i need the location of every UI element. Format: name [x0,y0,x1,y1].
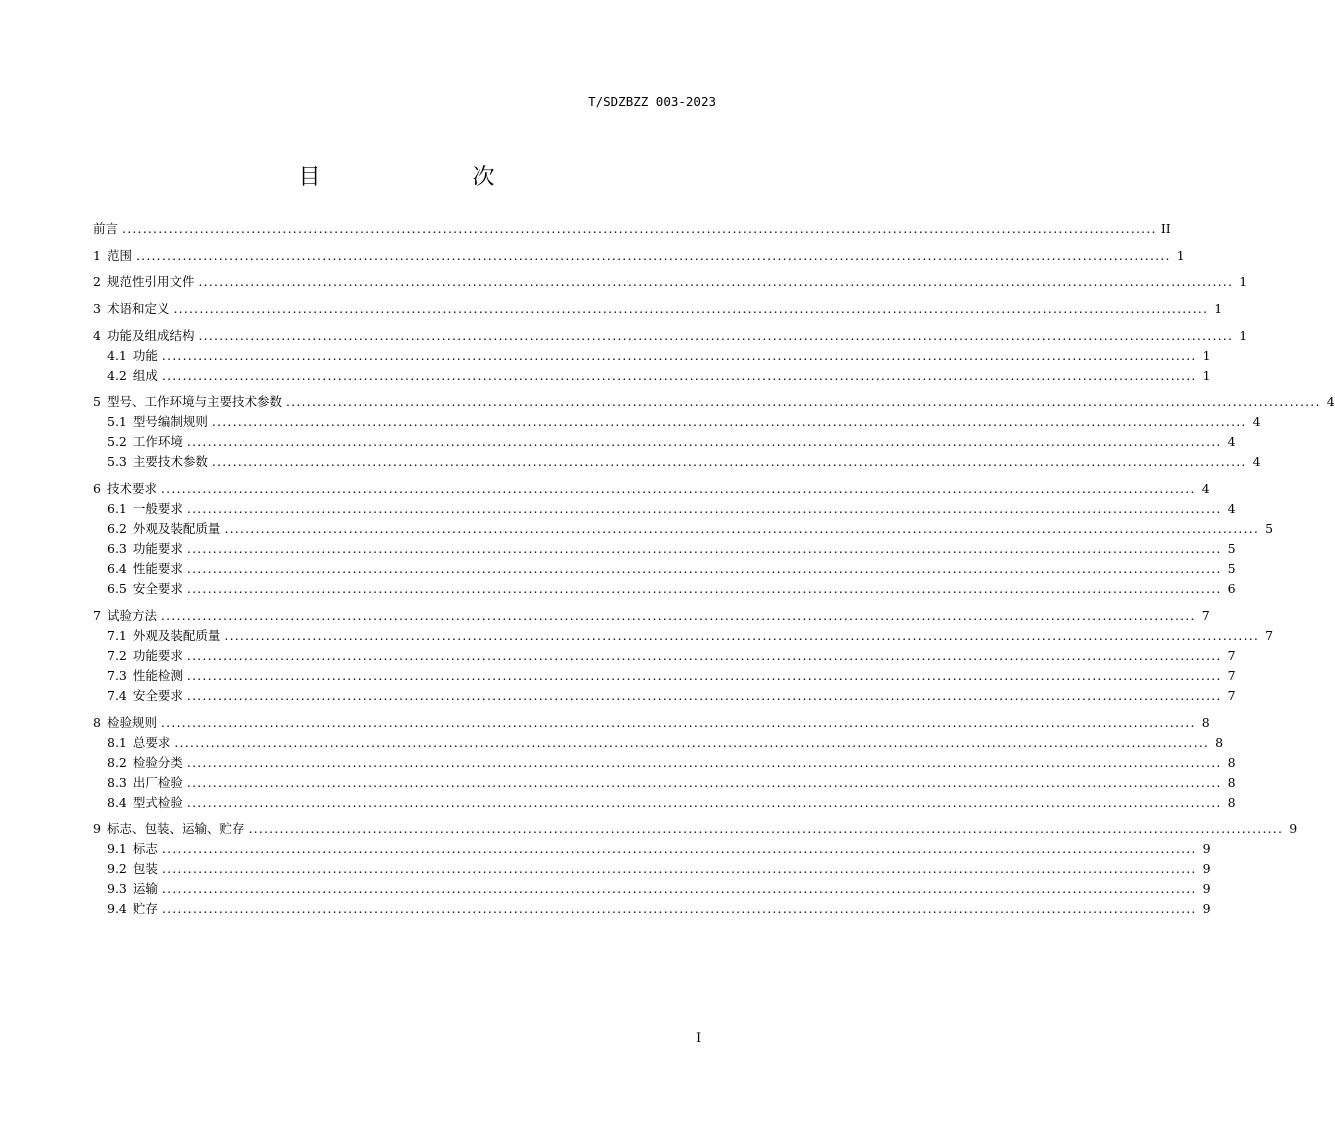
toc-leader-dots: ........................................................................................................................................................................................................ [186,774,1222,790]
toc-entry-number: 7.1 [107,627,127,643]
toc-entry-label [107,539,183,557]
toc-entry-label [107,753,183,771]
toc-entry-text: 标志 [132,841,158,857]
toc-entry-text: 运输 [132,881,158,897]
toc-entry-number: 6.5 [107,581,127,597]
toc-entry-text: 前言 [93,221,119,236]
toc-entry-text: 外观及装配质量 [132,627,221,643]
toc-page-number: 8 [1215,734,1224,750]
toc-page-number: 5 [1227,541,1236,557]
toc-page-number: 4 [1201,481,1210,497]
toc-page-number: 7 [1227,647,1236,663]
toc-leader-dots: ........................................................................................................................................................................................................ [248,821,1284,837]
toc-subentry[interactable] [93,519,1274,539]
toc-entry-label [107,666,183,684]
toc-entry-label [107,579,183,597]
toc-leader-dots: ........................................................................................................................................................................................................ [285,394,1321,410]
toc-entry[interactable] [93,819,1298,839]
toc-entry-number: 9 [93,821,101,837]
toc-page-number: 4 [1227,434,1236,450]
toc-entry-number: 4.2 [107,367,127,383]
toc-entry-text: 外观及装配质量 [132,521,221,537]
toc-leader-dots: ........................................................................................................................................................................................................ [186,501,1222,517]
toc-entry-text: 工作环境 [132,434,183,450]
toc-entry-number: 3 [93,301,101,317]
toc-entry-text: 主要技术参数 [132,454,208,470]
toc-entry-label [93,479,157,497]
toc-leader-dots: ........................................................................................................................................................................................................ [161,901,1197,917]
toc-entry-label [93,246,132,264]
toc-entry-number: 5.2 [107,434,127,450]
toc-subentry[interactable] [93,733,1224,753]
toc-leader-dots: ........................................................................................................................................................................................................ [224,521,1260,537]
toc-leader-dots: ........................................................................................................................................................................................................ [224,627,1260,643]
toc-page-number: 8 [1201,714,1210,730]
toc-subentry[interactable] [93,839,1211,859]
toc-page-number: 6 [1227,581,1236,597]
toc-leader-dots: ........................................................................................................................................................................................................ [161,861,1197,877]
toc-entry[interactable] [93,326,1248,346]
toc-leader-dots: ........................................................................................................................................................................................................ [160,607,1196,623]
toc-entry[interactable] [93,299,1223,319]
toc-page-number: 7 [1227,687,1236,703]
toc-leader-dots: ........................................................................................................................................................................................................ [161,367,1197,383]
toc-entry-number: 7.2 [107,647,127,663]
toc-entry[interactable] [93,219,1171,239]
toc-subentry[interactable] [93,626,1274,646]
toc-entry-label [107,773,183,791]
toc-entry-label [107,346,158,364]
toc-leader-dots: ........................................................................................................................................................................................................ [186,434,1222,450]
toc-entry-number: 5 [93,394,101,410]
toc-page-number: II [1160,221,1171,236]
toc-entry-number: 9.3 [107,881,127,897]
toc-entry-number: 6.2 [107,521,127,537]
toc-subentry[interactable] [93,559,1236,579]
toc-entry-number: 4.1 [107,347,127,363]
toc-leader-dots: ........................................................................................................................................................................................................ [186,754,1222,770]
toc-entry-text: 总要求 [132,734,171,750]
toc-leader-dots: ........................................................................................................................................................................................................ [160,481,1196,497]
toc-page-number: 5 [1265,521,1274,537]
toc-entry-number: 8.1 [107,734,127,750]
toc-subentry[interactable] [93,879,1211,899]
toc-entry-text: 性能要求 [132,561,183,577]
toc-entry-number: 7.4 [107,687,127,703]
toc-page-number: 9 [1202,881,1211,897]
toc-entry-label [107,793,183,811]
toc-entry-text: 型号、工作环境与主要技术参数 [106,394,282,410]
toc-entry-number: 1 [93,247,101,263]
toc-entry[interactable] [93,392,1335,412]
toc-leader-dots: ........................................................................................................................................................................................................ [160,714,1196,730]
toc-subentry[interactable] [93,539,1236,559]
toc-entry-text: 功能 [132,347,158,363]
toc-entry-number: 9.1 [107,841,127,857]
toc-entry-text: 技术要求 [106,481,157,497]
toc-entry-text: 性能检测 [132,667,183,683]
toc-entry-text: 术语和定义 [106,301,170,317]
toc-entry-text: 检验规则 [106,714,157,730]
toc-entry-number: 5.1 [107,414,127,430]
toc-entry-label [93,392,282,410]
toc-entry-label [107,452,208,470]
toc-leader-dots: ........................................................................................................................................................................................................ [211,454,1247,470]
toc-subentry[interactable] [93,793,1236,813]
toc-entry-text: 型式检验 [132,794,183,810]
toc-page-number: 9 [1289,821,1298,837]
toc-entry-label [93,326,194,344]
toc-entry-number: 6.1 [107,501,127,517]
toc-entry-text: 贮存 [132,901,158,917]
toc-entry-text: 型号编制规则 [132,414,208,430]
toc-entry-number: 8.2 [107,754,127,770]
toc-page-number: 1 [1202,347,1211,363]
toc-entry-label [107,559,183,577]
toc-entry-label [107,366,158,384]
toc-subentry[interactable] [93,432,1236,452]
toc-page-number: 4 [1252,414,1261,430]
toc-entry-text: 规范性引用文件 [106,274,195,290]
toc-entry[interactable] [93,272,1248,292]
toc-leader-dots: ........................................................................................................................................................................................................ [161,881,1197,897]
toc-title: 目 次 [298,165,531,190]
toc-entry-text: 检验分类 [132,754,183,770]
toc-page-number: 9 [1202,841,1211,857]
toc-entry-text: 功能要求 [132,647,183,663]
document-code: T/SDZBZZ 003-2023 [588,94,716,109]
toc-entry-label [107,432,183,450]
toc-page-number: 1 [1176,247,1185,263]
toc-entry-label [107,899,158,917]
toc-subentry[interactable] [93,452,1261,472]
toc-entry-text: 出厂检验 [132,774,183,790]
toc-entry[interactable] [93,713,1210,733]
toc-entry-label [107,879,158,897]
toc-entry-number: 6 [93,481,101,497]
toc-subentry[interactable] [93,412,1261,432]
toc-leader-dots: ........................................................................................................................................................................................................ [173,301,1209,317]
toc-entry-number: 9.2 [107,861,127,877]
toc-page-number: 7 [1227,667,1236,683]
toc-subentry[interactable] [93,646,1236,666]
toc-entry-text: 功能及组成结构 [106,327,195,343]
toc-entry-label [93,606,157,624]
toc-page-number: 4 [1227,501,1236,517]
toc-subentry[interactable] [93,499,1236,519]
toc-entry-number: 8 [93,714,101,730]
table-of-contents [93,219,1335,919]
toc-entry-text: 安全要求 [132,581,183,597]
toc-page-number: 1 [1239,327,1248,343]
toc-page-number: 4 [1326,394,1335,410]
toc-entry-number: 5.3 [107,454,127,470]
toc-leader-dots: ........................................................................................................................................................................................................ [186,581,1222,597]
toc-leader-dots: ........................................................................................................................................................................................................ [186,541,1222,557]
toc-entry-label [107,646,183,664]
toc-subentry[interactable] [93,346,1211,366]
toc-entry-label [93,819,244,837]
toc-entry-number: 6.4 [107,561,127,577]
toc-entry-label [107,412,208,430]
toc-entry-label [107,686,183,704]
toc-entry-text: 范围 [106,247,132,263]
toc-page-number: 7 [1265,627,1274,643]
toc-entry[interactable] [93,479,1210,499]
toc-subentry[interactable] [93,899,1211,919]
toc-entry-label [93,272,194,290]
toc-entry-text: 试验方法 [106,607,157,623]
toc-leader-dots: ........................................................................................................................................................................................................ [186,667,1222,683]
toc-page-number: 4 [1252,454,1261,470]
toc-entry-label [93,713,157,731]
toc-entry-text: 标志、包装、运输、贮存 [106,821,245,837]
toc-entry[interactable] [93,606,1210,626]
toc-subentry[interactable] [93,773,1236,793]
toc-leader-dots: ........................................................................................................................................................................................................ [186,794,1222,810]
toc-page-number: 8 [1227,754,1236,770]
toc-leader-dots: ........................................................................................................................................................................................................ [122,221,1157,236]
toc-entry-number: 4 [93,327,101,343]
toc-entry[interactable] [93,246,1185,266]
toc-leader-dots: ........................................................................................................................................................................................................ [211,414,1247,430]
toc-subentry[interactable] [93,859,1211,879]
toc-entry-number: 9.4 [107,901,127,917]
toc-entry-number: 7.3 [107,667,127,683]
toc-subentry[interactable] [93,753,1236,773]
toc-page-number: 7 [1201,607,1210,623]
toc-entry-number: 2 [93,274,101,290]
toc-entry-number: 8.4 [107,794,127,810]
toc-leader-dots: ........................................................................................................................................................................................................ [186,687,1222,703]
toc-leader-dots: ........................................................................................................................................................................................................ [135,247,1171,263]
toc-leader-dots: ........................................................................................................................................................................................................ [186,647,1222,663]
toc-entry-number: 8.3 [107,774,127,790]
toc-entry-label [107,626,220,644]
toc-page-number: 8 [1227,774,1236,790]
toc-subentry[interactable] [93,686,1236,706]
toc-page-number: 1 [1202,367,1211,383]
toc-leader-dots: ........................................................................................................................................................................................................ [174,734,1210,750]
toc-leader-dots: ........................................................................................................................................................................................................ [198,327,1234,343]
toc-entry-label [93,299,169,317]
toc-page-number: 9 [1202,901,1211,917]
toc-leader-dots: ........................................................................................................................................................................................................ [198,274,1234,290]
toc-entry-label [107,733,170,751]
toc-subentry[interactable] [93,366,1211,386]
toc-subentry[interactable] [93,666,1236,686]
toc-entry-number: 7 [93,607,101,623]
toc-subentry[interactable] [93,579,1236,599]
toc-leader-dots: ........................................................................................................................................................................................................ [161,841,1197,857]
toc-page-number: 8 [1227,794,1236,810]
toc-entry-text: 安全要求 [132,687,183,703]
toc-entry-label [107,519,220,537]
toc-entry-text: 包装 [132,861,158,877]
toc-page-number: 1 [1214,301,1223,317]
toc-entry-text: 一般要求 [132,501,183,517]
toc-page-number: 9 [1202,861,1211,877]
toc-entry-label [107,499,183,517]
toc-page-number: 1 [1239,274,1248,290]
toc-leader-dots: ........................................................................................................................................................................................................ [186,561,1222,577]
page-number: I [696,1031,702,1046]
toc-entry-text: 功能要求 [132,541,183,557]
toc-entry-text: 组成 [132,367,158,383]
toc-entry-label [107,859,158,877]
toc-entry-number: 6.3 [107,541,127,557]
toc-entry-label [93,219,118,237]
toc-leader-dots: ........................................................................................................................................................................................................ [161,347,1197,363]
toc-entry-label [107,839,158,857]
toc-page-number: 5 [1227,561,1236,577]
